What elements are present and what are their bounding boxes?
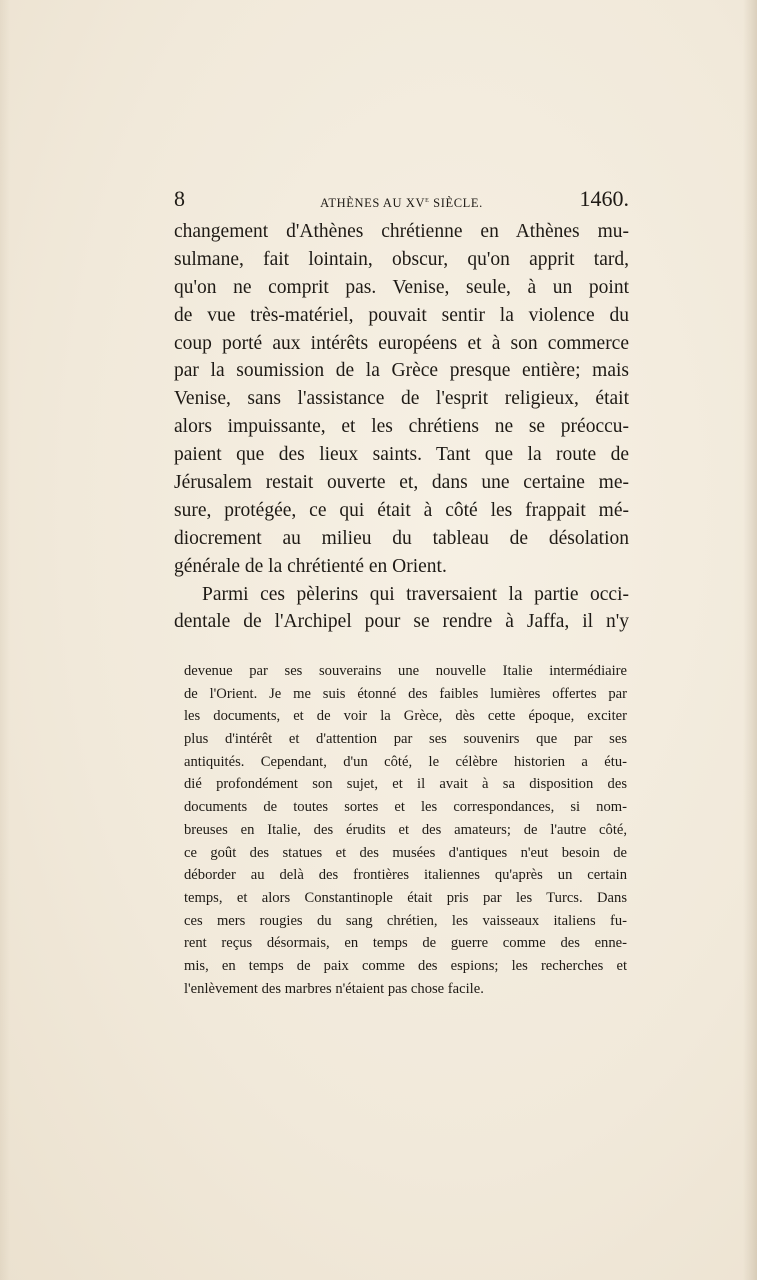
body-line: dentale de l'Archipel pour se rendre à Jaffa, il n'y: [174, 611, 629, 633]
body-line: Venise, sans l'assistance de l'esprit religieux, était: [174, 388, 629, 410]
running-title-superscript: e: [425, 195, 430, 204]
body-line: sulmane, fait lointain, obscur, qu'on apprit tard,: [174, 248, 629, 270]
footnote-line: dié profondément son sujet, et il avait à sa disposition des: [184, 776, 627, 793]
body-line: par la soumission de la Grèce presque entière; mais: [174, 360, 629, 382]
header-year: 1460.: [579, 186, 629, 211]
page-number: 8: [174, 186, 185, 211]
body-line: Jérusalem restait ouverte et, dans une certaine me-: [174, 472, 629, 494]
footnote-line: temps, et alors Constantinople était pris par les Turcs. Dans: [184, 889, 627, 906]
footnote-block: [184, 660, 627, 1000]
running-header: [174, 184, 629, 214]
footnote-line-last: l'enlèvement des marbres n'étaient pas chose facile.: [184, 980, 484, 997]
footnote-line: déborder au delà des frontières italiennes qu'après un certain: [184, 867, 627, 884]
footnote-line: ces mers rougies du sang chrétien, les vaisseaux italiens fu-: [184, 912, 627, 929]
body-line: diocrement au milieu du tableau de désolation: [174, 527, 629, 549]
footnote-line: de l'Orient. Je me suis étonné des faibles lumières offertes par: [184, 685, 627, 702]
main-text: [174, 218, 629, 636]
footnote-line: devenue par ses souverains une nouvelle Italie intermédiaire: [184, 663, 627, 679]
body-line: sure, protégée, ce qui était à côté les frappait mé-: [174, 499, 629, 521]
running-title: [174, 187, 629, 216]
running-title-main: ATHÈNES AU XV: [320, 196, 426, 210]
footnote-line: antiquités. Cependant, d'un côté, le célèbre historien a étu-: [184, 753, 627, 770]
body-line: alors impuissante, et les chrétiens ne se préoccu-: [174, 416, 629, 438]
page-edge-shadow: [743, 0, 757, 1280]
footnote-line: plus d'intérêt et d'attention par ses souvenirs que par ses: [184, 731, 627, 748]
running-title-end: SIÈCLE.: [429, 196, 483, 210]
body-line: qu'on ne comprit pas. Venise, seule, à un point: [174, 276, 629, 298]
body-line-paragraph-end: générale de la chrétienté en Orient.: [174, 555, 447, 577]
footnote-line: documents de toutes sortes et les correspondances, si nom-: [184, 799, 627, 816]
body-line: changement d'Athènes chrétienne en Athènes mu-: [174, 221, 629, 242]
footnote-line: rent reçus désormais, en temps de guerre comme des enne-: [184, 935, 627, 952]
body-line: coup porté aux intérêts européens et à son commerce: [174, 332, 629, 354]
body-line: de vue très-matériel, pouvait sentir la violence du: [174, 304, 629, 326]
footnote-line: breuses en Italie, des érudits et des amateurs; de l'autre côté,: [184, 821, 627, 838]
footnote-line: les documents, et de voir la Grèce, dès cette époque, exciter: [184, 708, 627, 725]
footnote-line: ce goût des statues et des musées d'antiques n'eut besoin de: [184, 844, 627, 861]
body-line: paient que des lieux saints. Tant que la route de: [174, 444, 629, 466]
footnote-line: mis, en temps de paix comme des espions; les recherches et: [184, 957, 627, 974]
page-gutter-shadow: [0, 0, 10, 1280]
body-line-paragraph-start: Parmi ces pèlerins qui traversaient la partie occi-: [202, 583, 629, 605]
